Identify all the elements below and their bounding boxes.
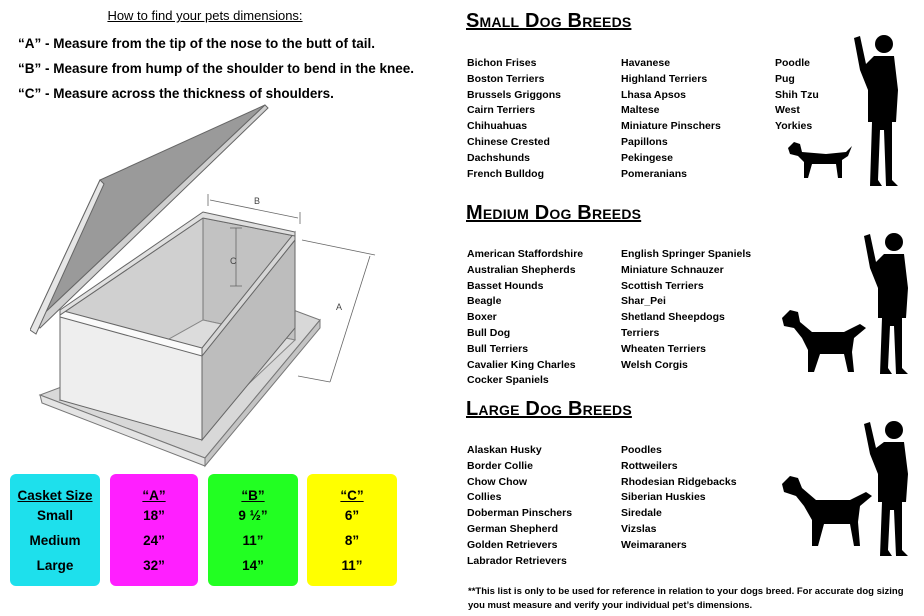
breed-item: Wheaten Terriers: [621, 342, 706, 355]
breed-item: Poodle: [775, 57, 811, 69]
breed-item: Welsh Corgis: [621, 358, 688, 371]
breed-item: Miniature Pinschers: [621, 120, 721, 133]
column-header: “B”: [241, 488, 265, 503]
table-cell: 32”: [143, 558, 165, 573]
table-cell: Medium: [29, 533, 81, 548]
breed-item: Chinese Crested: [467, 135, 550, 148]
breed-item: Pug: [775, 72, 795, 85]
table-cell: 18”: [143, 508, 165, 523]
dimension-c-label: C: [230, 256, 237, 266]
table-cell: 24”: [143, 533, 165, 548]
instruction-text: - Measure from hump of the shoulder to bend in the knee.: [45, 61, 415, 76]
size-column-b: [208, 474, 298, 586]
breed-item: Dachshunds: [467, 151, 531, 164]
small-breeds-col2: [621, 56, 721, 182]
large-breeds-title: Large Dog Breeds: [466, 398, 632, 420]
breed-item: Doberman Pinschers: [467, 507, 573, 520]
instructions-title: How to find your pets dimensions:: [107, 8, 303, 23]
medium-breeds-title: Medium Dog Breeds: [466, 202, 642, 224]
breed-item: Scottish Terriers: [621, 279, 704, 292]
size-column-casket: [10, 474, 100, 586]
dimension-a-label: A: [336, 302, 343, 312]
breed-item: French Bulldog: [467, 167, 544, 180]
breed-item: Maltese: [621, 104, 660, 117]
breed-item: Chihuahuas: [467, 120, 528, 133]
breed-item: Papillons: [621, 135, 668, 148]
disclaimer-footnote: **This list is only to be used for reference in relation to your dogs breed. For accurate dog sizing you must measure and verify your individual pet’s dimensions.: [468, 586, 904, 611]
instruction-b: [18, 61, 414, 76]
size-column-c: [307, 474, 397, 586]
breed-item: Alaskan Husky: [467, 444, 542, 456]
casket-diagram: [30, 100, 390, 470]
instruction-text: - Measure from the tip of the nose to the butt of tail.: [45, 36, 376, 51]
breed-item: Brussels Griggons: [467, 88, 561, 101]
breed-item: Cavalier King Charles: [467, 358, 576, 371]
large-dog-silhouette-icon: [780, 474, 876, 550]
table-cell: 11”: [341, 558, 363, 573]
breed-item: Rottweilers: [621, 459, 678, 472]
size-column-a: [110, 474, 198, 586]
breed-item: Chow Chow: [467, 475, 528, 488]
table-cell: Large: [36, 558, 74, 573]
breed-item: Collies: [467, 491, 502, 504]
breed-item: German Shepherd: [467, 522, 559, 535]
breed-item: Rhodesian Ridgebacks: [621, 475, 737, 488]
breed-item: Cocker Spaniels: [467, 374, 549, 387]
table-cell: 9 ½”: [238, 508, 268, 523]
breed-item: Boston Terriers: [467, 72, 545, 85]
small-breeds-col3: [775, 56, 819, 135]
breed-item: Shar_Pei: [621, 295, 666, 308]
medium-breeds-col1: [467, 247, 583, 389]
breed-item: Highland Terriers: [621, 72, 708, 85]
breed-item: Boxer: [467, 311, 497, 324]
small-breeds-title: Small Dog Breeds: [466, 10, 632, 32]
breed-item: Cairn Terriers: [467, 104, 536, 117]
dimension-b-label: B: [254, 196, 261, 206]
breed-item: Basset Hounds: [467, 279, 544, 292]
column-header: “A”: [142, 488, 166, 503]
breed-item: Shih Tzu: [775, 88, 819, 101]
breed-item: Bull Dog: [467, 326, 511, 339]
medium-dog-silhouette-icon: [780, 308, 868, 376]
breed-item: Pomeranians: [621, 167, 687, 180]
instruction-a: [18, 36, 375, 51]
breed-item: Siredale: [621, 507, 662, 520]
instruction-key: “C”: [18, 86, 42, 101]
breed-item: Siberian Huskies: [621, 491, 706, 504]
breed-item: Border Collie: [467, 459, 533, 472]
breed-item: Shetland Sheepdogs: [621, 311, 725, 324]
human-silhouette-icon: [846, 30, 908, 190]
breed-item: Terriers: [621, 326, 660, 339]
table-cell: 14”: [242, 558, 264, 573]
instruction-key: “A”: [18, 36, 42, 51]
breed-item: Labrador Retrievers: [467, 554, 567, 567]
large-breeds-col1: [467, 443, 572, 569]
breed-item: Lhasa Apsos: [621, 88, 686, 101]
column-header: “C”: [340, 488, 364, 503]
table-cell: 11”: [242, 533, 264, 548]
medium-breeds-col2: [621, 247, 751, 373]
breed-item: Vizslas: [621, 522, 657, 535]
small-breeds-col1: [467, 56, 561, 182]
column-header: Casket Size: [17, 488, 93, 503]
breed-item: Pekingese: [621, 151, 673, 164]
breed-item: Yorkies: [775, 120, 813, 133]
breed-item: Poodles: [621, 444, 662, 456]
breed-item: Havanese: [621, 57, 671, 69]
table-cell: 8”: [344, 533, 360, 548]
breed-item: Weimaraners: [621, 538, 687, 551]
breed-item: Golden Retrievers: [467, 538, 558, 551]
breed-item: Bull Terriers: [467, 342, 529, 355]
breed-item: Australian Shepherds: [467, 263, 576, 276]
instruction-key: “B”: [18, 61, 42, 76]
large-breeds-col2: [621, 443, 737, 554]
instruction-c: [18, 86, 334, 101]
breed-item: American Staffordshire: [467, 248, 584, 260]
small-dog-silhouette-icon: [786, 140, 854, 182]
breed-item: West: [775, 104, 800, 117]
breed-item: Bichon Frises: [467, 57, 537, 69]
breed-item: English Springer Spaniels: [621, 248, 752, 260]
table-cell: Small: [36, 508, 74, 523]
breed-item: Beagle: [467, 295, 502, 308]
table-cell: 6”: [344, 508, 360, 523]
instruction-text: - Measure across the thickness of shoulders.: [45, 86, 334, 101]
breed-item: Miniature Schnauzer: [621, 263, 724, 276]
